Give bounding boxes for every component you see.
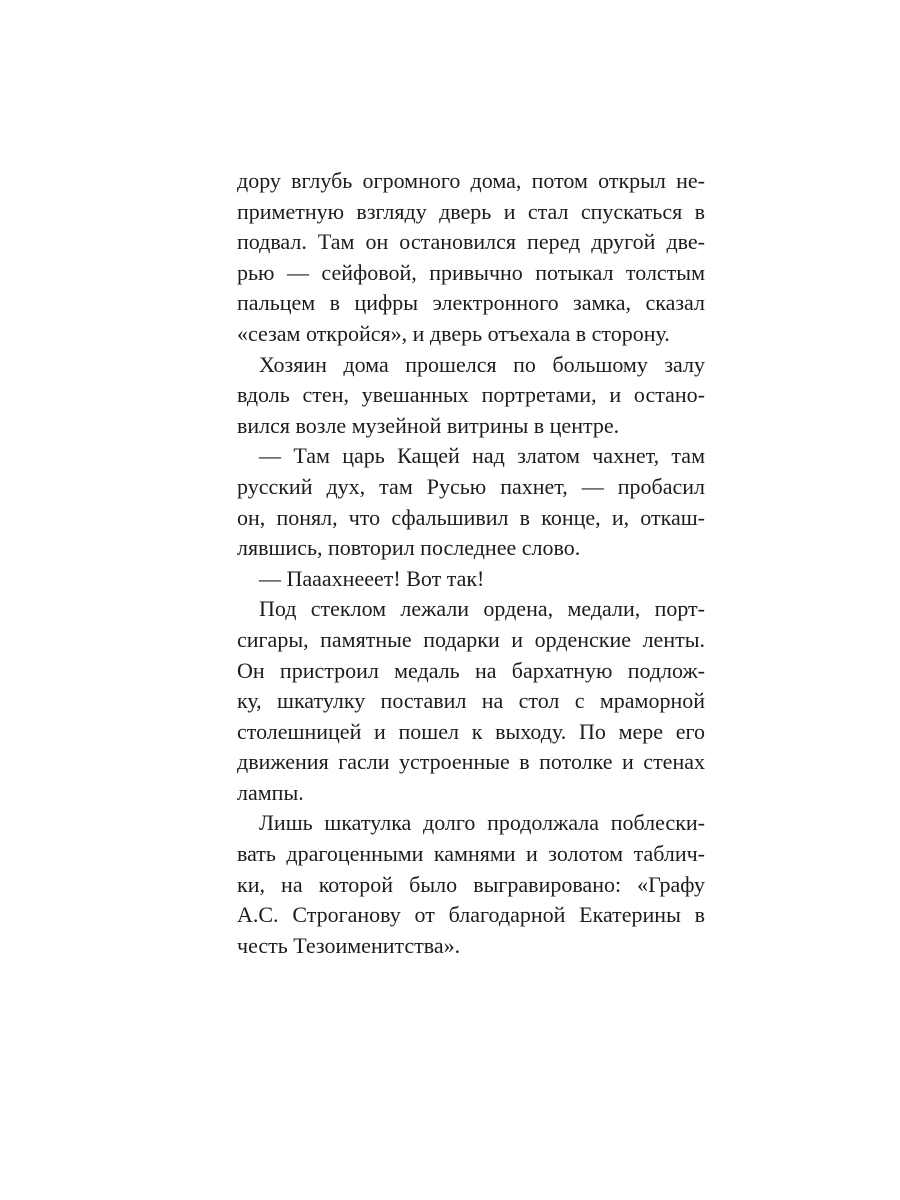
paragraph (237, 564, 705, 595)
text-line: А.С. Строганову от благодарной Екатерины в (237, 902, 705, 928)
paragraph (237, 441, 705, 563)
paragraph (237, 594, 705, 808)
body-text (237, 166, 705, 961)
text-line: пальцем в цифры электронного замка, сказал (237, 290, 705, 316)
text-line: ку, шкатулку поставил на стол с мраморной (237, 688, 705, 714)
text-line: вился возле музейной витрины в центре. (237, 412, 620, 438)
text-line: столешницей и пошел к выходу. По мере его (237, 718, 705, 744)
text-line: вать драгоценными камнями и золотом таблич- (237, 841, 705, 867)
text-line: рью — сейфовой, привычно потыкал толстым (237, 259, 705, 285)
text-line: Хозяин дома прошелся по большому залу (259, 351, 705, 377)
text-line: ки, на которой было выгравировано: «Графу (237, 871, 705, 897)
text-line: — Пааахнееет! Вот так! (259, 565, 485, 591)
text-line: он, понял, что сфальшивил в конце, и, откаш- (237, 504, 705, 530)
text-line: Он пристроил медаль на бархатную подлож- (237, 657, 705, 683)
text-line: подвал. Там он остановился перед другой две- (237, 229, 705, 255)
text-line: «сезам откройся», и дверь отъехала в сторону. (237, 320, 670, 346)
text-line: движения гасли устроенные в потолке и стенах (237, 749, 705, 775)
text-line: дору вглубь огромного дома, потом открыл не- (237, 168, 705, 193)
text-line: честь Тезоименитства». (237, 932, 461, 958)
text-line: русский дух, там Русью пахнет, — пробасил (237, 473, 705, 499)
text-line: лявшись, повторил последнее слово. (237, 535, 581, 561)
text-line: вдоль стен, увешанных портретами, и остано- (237, 382, 705, 408)
text-line: сигары, памятные подарки и орденские ленты. (237, 626, 705, 652)
paragraph (237, 808, 705, 961)
text-line: приметную взгляду дверь и стал спускаться в (237, 198, 705, 224)
paragraph (237, 166, 705, 350)
text-line: лампы. (237, 779, 304, 805)
text-line: — Там царь Кащей над златом чахнет, там (259, 443, 705, 469)
paragraph (237, 350, 705, 442)
text-line: Под стеклом лежали ордена, медали, порт- (259, 596, 705, 622)
text-line: Лишь шкатулка долго продолжала поблески- (259, 810, 705, 836)
